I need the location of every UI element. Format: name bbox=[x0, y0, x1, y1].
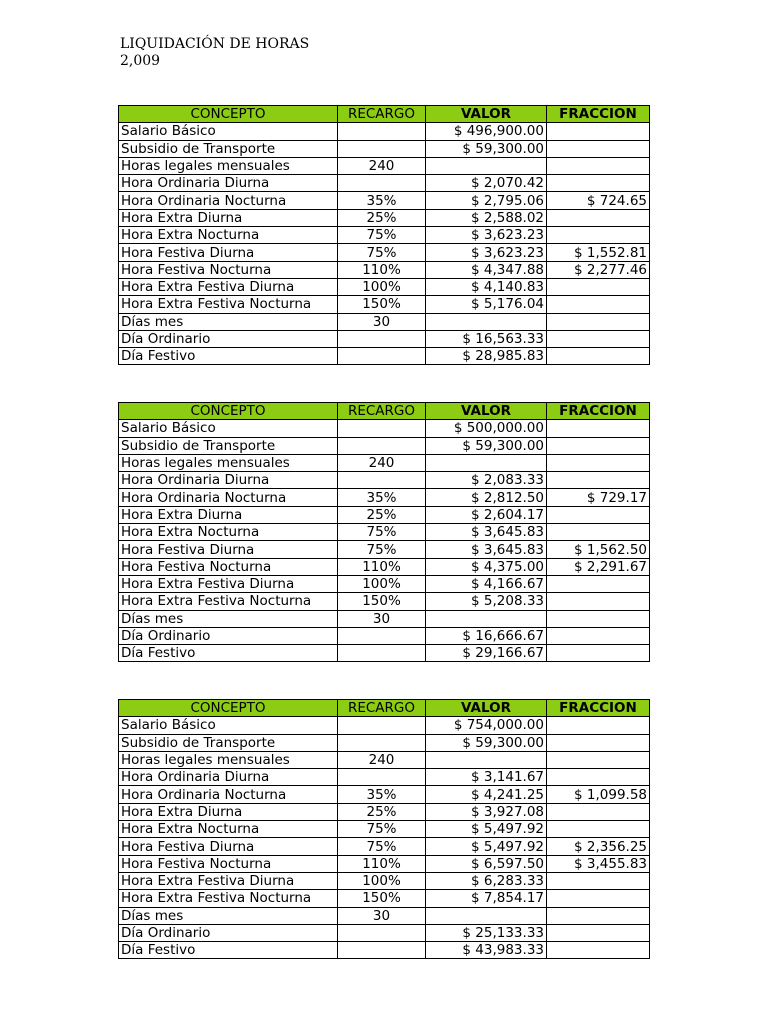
cell-recargo bbox=[338, 175, 426, 192]
cell-recargo: 75% bbox=[338, 244, 426, 261]
cell-fraccion bbox=[547, 454, 650, 471]
cell-concepto: Hora Festiva Nocturna bbox=[119, 261, 338, 278]
table-row bbox=[119, 610, 650, 627]
cell-concepto: Hora Extra Festiva Nocturna bbox=[119, 296, 338, 313]
cell-valor: $ 16,563.33 bbox=[426, 330, 547, 347]
cell-fraccion bbox=[547, 593, 650, 610]
table-row bbox=[119, 734, 650, 751]
cell-recargo bbox=[338, 472, 426, 489]
header-fraccion: FRACCION bbox=[547, 106, 650, 123]
cell-concepto: Hora Ordinaria Diurna bbox=[119, 472, 338, 489]
cell-concepto: Subsidio de Transporte bbox=[119, 734, 338, 751]
cell-concepto: Día Ordinario bbox=[119, 627, 338, 644]
table-row bbox=[119, 855, 650, 872]
cell-concepto: Salario Básico bbox=[119, 717, 338, 734]
table-row bbox=[119, 192, 650, 209]
cell-fraccion bbox=[547, 209, 650, 226]
cell-valor bbox=[426, 907, 547, 924]
cell-recargo: 35% bbox=[338, 786, 426, 803]
cell-valor bbox=[426, 454, 547, 471]
cell-concepto: Hora Extra Diurna bbox=[119, 209, 338, 226]
cell-concepto: Día Ordinario bbox=[119, 924, 338, 941]
cell-recargo: 100% bbox=[338, 575, 426, 592]
cell-valor: $ 2,070.42 bbox=[426, 175, 547, 192]
cell-recargo bbox=[338, 330, 426, 347]
cell-fraccion bbox=[547, 296, 650, 313]
cell-concepto: Hora Ordinaria Nocturna bbox=[119, 489, 338, 506]
table-row bbox=[119, 261, 650, 278]
cell-recargo bbox=[338, 348, 426, 365]
cell-concepto: Hora Extra Festiva Diurna bbox=[119, 872, 338, 889]
cell-fraccion: $ 2,356.25 bbox=[547, 838, 650, 855]
cell-recargo: 30 bbox=[338, 610, 426, 627]
cell-valor: $ 16,666.67 bbox=[426, 627, 547, 644]
cell-valor: $ 4,241.25 bbox=[426, 786, 547, 803]
cell-concepto: Hora Extra Nocturna bbox=[119, 821, 338, 838]
header-fraccion: FRACCION bbox=[547, 700, 650, 717]
liquidation-table-3 bbox=[118, 699, 650, 959]
cell-concepto: Hora Extra Festiva Nocturna bbox=[119, 593, 338, 610]
cell-recargo bbox=[338, 123, 426, 140]
table-row bbox=[119, 296, 650, 313]
cell-fraccion: $ 724.65 bbox=[547, 192, 650, 209]
cell-concepto: Hora Extra Festiva Diurna bbox=[119, 278, 338, 295]
cell-valor: $ 4,375.00 bbox=[426, 558, 547, 575]
cell-fraccion bbox=[547, 157, 650, 174]
cell-concepto: Hora Extra Nocturna bbox=[119, 524, 338, 541]
header-concepto: CONCEPTO bbox=[119, 106, 338, 123]
cell-fraccion bbox=[547, 524, 650, 541]
cell-recargo: 100% bbox=[338, 872, 426, 889]
table-row bbox=[119, 209, 650, 226]
cell-fraccion bbox=[547, 123, 650, 140]
cell-valor: $ 4,140.83 bbox=[426, 278, 547, 295]
cell-recargo bbox=[338, 734, 426, 751]
table-row bbox=[119, 140, 650, 157]
cell-valor: $ 59,300.00 bbox=[426, 437, 547, 454]
cell-concepto: Horas legales mensuales bbox=[119, 454, 338, 471]
table-row bbox=[119, 278, 650, 295]
cell-fraccion bbox=[547, 803, 650, 820]
cell-recargo: 150% bbox=[338, 890, 426, 907]
cell-concepto: Hora Festiva Diurna bbox=[119, 244, 338, 261]
cell-recargo bbox=[338, 420, 426, 437]
cell-valor: $ 2,083.33 bbox=[426, 472, 547, 489]
cell-concepto: Horas legales mensuales bbox=[119, 157, 338, 174]
header-valor: VALOR bbox=[426, 403, 547, 420]
cell-valor bbox=[426, 313, 547, 330]
cell-recargo: 25% bbox=[338, 209, 426, 226]
cell-recargo: 25% bbox=[338, 803, 426, 820]
cell-concepto: Hora Extra Diurna bbox=[119, 803, 338, 820]
table-row bbox=[119, 838, 650, 855]
cell-valor: $ 3,927.08 bbox=[426, 803, 547, 820]
cell-fraccion bbox=[547, 942, 650, 959]
cell-recargo: 100% bbox=[338, 278, 426, 295]
cell-fraccion bbox=[547, 821, 650, 838]
cell-valor: $ 59,300.00 bbox=[426, 734, 547, 751]
cell-recargo: 240 bbox=[338, 454, 426, 471]
cell-concepto: Hora Festiva Diurna bbox=[119, 838, 338, 855]
table-row bbox=[119, 348, 650, 365]
cell-valor bbox=[426, 751, 547, 768]
cell-concepto: Hora Festiva Nocturna bbox=[119, 855, 338, 872]
cell-valor: $ 2,588.02 bbox=[426, 209, 547, 226]
cell-recargo bbox=[338, 717, 426, 734]
table-row bbox=[119, 313, 650, 330]
header-valor: VALOR bbox=[426, 700, 547, 717]
cell-recargo: 150% bbox=[338, 296, 426, 313]
table-row bbox=[119, 330, 650, 347]
document-title bbox=[120, 36, 309, 70]
table-row bbox=[119, 769, 650, 786]
header-concepto: CONCEPTO bbox=[119, 403, 338, 420]
table-row bbox=[119, 472, 650, 489]
cell-fraccion: $ 2,277.46 bbox=[547, 261, 650, 278]
cell-fraccion bbox=[547, 348, 650, 365]
cell-fraccion bbox=[547, 610, 650, 627]
cell-fraccion bbox=[547, 175, 650, 192]
cell-fraccion bbox=[547, 575, 650, 592]
cell-fraccion bbox=[547, 907, 650, 924]
cell-recargo: 30 bbox=[338, 907, 426, 924]
cell-concepto: Días mes bbox=[119, 610, 338, 627]
cell-valor: $ 5,208.33 bbox=[426, 593, 547, 610]
header-recargo: RECARGO bbox=[338, 403, 426, 420]
cell-valor: $ 2,604.17 bbox=[426, 506, 547, 523]
cell-concepto: Hora Ordinaria Nocturna bbox=[119, 192, 338, 209]
cell-concepto: Hora Festiva Nocturna bbox=[119, 558, 338, 575]
cell-fraccion bbox=[547, 924, 650, 941]
table-row bbox=[119, 506, 650, 523]
cell-concepto: Hora Ordinaria Nocturna bbox=[119, 786, 338, 803]
cell-valor: $ 496,900.00 bbox=[426, 123, 547, 140]
cell-fraccion bbox=[547, 313, 650, 330]
cell-recargo: 75% bbox=[338, 524, 426, 541]
cell-recargo bbox=[338, 645, 426, 662]
cell-valor: $ 3,623.23 bbox=[426, 227, 547, 244]
header-fraccion: FRACCION bbox=[547, 403, 650, 420]
table-row bbox=[119, 420, 650, 437]
cell-fraccion bbox=[547, 872, 650, 889]
cell-concepto: Salario Básico bbox=[119, 123, 338, 140]
table-row bbox=[119, 942, 650, 959]
cell-concepto: Día Festivo bbox=[119, 348, 338, 365]
cell-recargo: 75% bbox=[338, 838, 426, 855]
cell-fraccion: $ 729.17 bbox=[547, 489, 650, 506]
cell-recargo bbox=[338, 769, 426, 786]
cell-valor: $ 5,497.92 bbox=[426, 838, 547, 855]
table-row bbox=[119, 717, 650, 734]
title-line-1: LIQUIDACIÓN DE HORAS bbox=[120, 36, 310, 52]
header-concepto: CONCEPTO bbox=[119, 700, 338, 717]
cell-fraccion: $ 3,455.83 bbox=[547, 855, 650, 872]
table-row bbox=[119, 244, 650, 261]
cell-valor: $ 3,645.83 bbox=[426, 541, 547, 558]
table-row bbox=[119, 924, 650, 941]
cell-recargo bbox=[338, 627, 426, 644]
table-row bbox=[119, 593, 650, 610]
cell-valor: $ 2,795.06 bbox=[426, 192, 547, 209]
cell-concepto: Hora Ordinaria Diurna bbox=[119, 769, 338, 786]
cell-fraccion bbox=[547, 890, 650, 907]
cell-valor bbox=[426, 157, 547, 174]
cell-recargo: 25% bbox=[338, 506, 426, 523]
cell-valor bbox=[426, 610, 547, 627]
cell-recargo: 35% bbox=[338, 192, 426, 209]
cell-fraccion bbox=[547, 227, 650, 244]
table-row bbox=[119, 890, 650, 907]
cell-fraccion bbox=[547, 140, 650, 157]
cell-recargo: 150% bbox=[338, 593, 426, 610]
cell-concepto: Hora Extra Nocturna bbox=[119, 227, 338, 244]
cell-recargo bbox=[338, 924, 426, 941]
table-header-row bbox=[119, 700, 650, 717]
title-line-2: 2,009 bbox=[120, 53, 161, 69]
cell-valor: $ 3,645.83 bbox=[426, 524, 547, 541]
table-row bbox=[119, 786, 650, 803]
cell-fraccion bbox=[547, 645, 650, 662]
table-row bbox=[119, 157, 650, 174]
cell-valor: $ 59,300.00 bbox=[426, 140, 547, 157]
cell-valor: $ 3,623.23 bbox=[426, 244, 547, 261]
cell-concepto: Salario Básico bbox=[119, 420, 338, 437]
cell-valor: $ 6,597.50 bbox=[426, 855, 547, 872]
cell-concepto: Día Festivo bbox=[119, 645, 338, 662]
table-row bbox=[119, 489, 650, 506]
cell-valor: $ 5,497.92 bbox=[426, 821, 547, 838]
cell-recargo bbox=[338, 437, 426, 454]
cell-concepto: Días mes bbox=[119, 313, 338, 330]
cell-valor: $ 29,166.67 bbox=[426, 645, 547, 662]
table-row bbox=[119, 645, 650, 662]
table-row bbox=[119, 627, 650, 644]
cell-valor: $ 43,983.33 bbox=[426, 942, 547, 959]
cell-concepto: Hora Extra Festiva Diurna bbox=[119, 575, 338, 592]
cell-fraccion bbox=[547, 506, 650, 523]
cell-recargo: 30 bbox=[338, 313, 426, 330]
cell-concepto: Hora Festiva Diurna bbox=[119, 541, 338, 558]
cell-valor: $ 500,000.00 bbox=[426, 420, 547, 437]
header-valor: VALOR bbox=[426, 106, 547, 123]
table-row bbox=[119, 437, 650, 454]
cell-fraccion bbox=[547, 437, 650, 454]
cell-concepto: Día Ordinario bbox=[119, 330, 338, 347]
cell-concepto: Hora Ordinaria Diurna bbox=[119, 175, 338, 192]
cell-fraccion bbox=[547, 330, 650, 347]
cell-fraccion bbox=[547, 769, 650, 786]
liquidation-table-1 bbox=[118, 105, 650, 365]
cell-recargo: 110% bbox=[338, 855, 426, 872]
cell-valor: $ 5,176.04 bbox=[426, 296, 547, 313]
table-row bbox=[119, 524, 650, 541]
cell-valor: $ 754,000.00 bbox=[426, 717, 547, 734]
cell-recargo: 35% bbox=[338, 489, 426, 506]
cell-fraccion: $ 2,291.67 bbox=[547, 558, 650, 575]
cell-recargo: 240 bbox=[338, 751, 426, 768]
cell-fraccion bbox=[547, 627, 650, 644]
cell-concepto: Horas legales mensuales bbox=[119, 751, 338, 768]
cell-valor: $ 7,854.17 bbox=[426, 890, 547, 907]
cell-recargo: 75% bbox=[338, 541, 426, 558]
header-recargo: RECARGO bbox=[338, 700, 426, 717]
cell-fraccion bbox=[547, 472, 650, 489]
table-row bbox=[119, 803, 650, 820]
cell-recargo: 75% bbox=[338, 821, 426, 838]
table-row bbox=[119, 454, 650, 471]
cell-fraccion bbox=[547, 717, 650, 734]
cell-concepto: Subsidio de Transporte bbox=[119, 140, 338, 157]
liquidation-table-2 bbox=[118, 402, 650, 662]
cell-concepto: Día Festivo bbox=[119, 942, 338, 959]
cell-concepto: Hora Extra Festiva Nocturna bbox=[119, 890, 338, 907]
cell-fraccion bbox=[547, 734, 650, 751]
table-row bbox=[119, 821, 650, 838]
table-row bbox=[119, 175, 650, 192]
cell-fraccion: $ 1,099.58 bbox=[547, 786, 650, 803]
table-header-row bbox=[119, 106, 650, 123]
header-recargo: RECARGO bbox=[338, 106, 426, 123]
cell-recargo: 240 bbox=[338, 157, 426, 174]
cell-concepto: Días mes bbox=[119, 907, 338, 924]
table-row bbox=[119, 751, 650, 768]
table-header-row bbox=[119, 403, 650, 420]
cell-recargo: 75% bbox=[338, 227, 426, 244]
cell-recargo: 110% bbox=[338, 261, 426, 278]
cell-fraccion bbox=[547, 278, 650, 295]
table-row bbox=[119, 907, 650, 924]
cell-valor: $ 4,166.67 bbox=[426, 575, 547, 592]
table-row bbox=[119, 872, 650, 889]
cell-concepto: Subsidio de Transporte bbox=[119, 437, 338, 454]
table-row bbox=[119, 227, 650, 244]
cell-valor: $ 28,985.83 bbox=[426, 348, 547, 365]
cell-valor: $ 25,133.33 bbox=[426, 924, 547, 941]
cell-concepto: Hora Extra Diurna bbox=[119, 506, 338, 523]
cell-valor: $ 6,283.33 bbox=[426, 872, 547, 889]
table-row bbox=[119, 558, 650, 575]
cell-valor: $ 3,141.67 bbox=[426, 769, 547, 786]
cell-fraccion: $ 1,562.50 bbox=[547, 541, 650, 558]
cell-fraccion bbox=[547, 751, 650, 768]
table-row bbox=[119, 123, 650, 140]
cell-valor: $ 2,812.50 bbox=[426, 489, 547, 506]
table-row bbox=[119, 541, 650, 558]
cell-fraccion bbox=[547, 420, 650, 437]
cell-recargo bbox=[338, 140, 426, 157]
cell-recargo bbox=[338, 942, 426, 959]
table-row bbox=[119, 575, 650, 592]
cell-fraccion: $ 1,552.81 bbox=[547, 244, 650, 261]
cell-recargo: 110% bbox=[338, 558, 426, 575]
cell-valor: $ 4,347.88 bbox=[426, 261, 547, 278]
